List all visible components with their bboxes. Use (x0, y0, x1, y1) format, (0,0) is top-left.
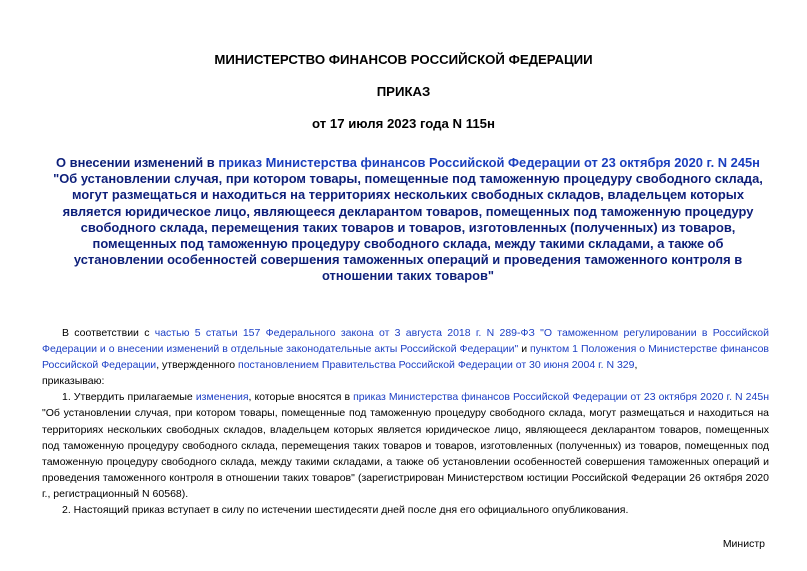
document-title (48, 155, 768, 285)
item-2-paragraph: 2. Настоящий приказ вступает в силу по истечении шестидесяти дней после дня его официального опубликования. (62, 504, 629, 517)
title-order-link[interactable]: приказ Министерства финансов Российской Федерации от 23 октября 2020 г. N 245н (218, 155, 760, 170)
item-1-text-b: , которые вносятся в (248, 391, 354, 404)
ministry-heading: МИНИСТЕРСТВО ФИНАНСОВ РОССИЙСКОЙ ФЕДЕРАЦИИ (214, 52, 593, 67)
preamble-text-4: , (634, 359, 638, 372)
preamble-text-3: , утвержденного (156, 359, 239, 372)
preamble-text-1: В соответствии с (62, 327, 155, 339)
item-1-paragraph (42, 389, 769, 502)
preamble-paragraph (42, 325, 769, 373)
item-1-text-c: "Об установлении случая, при котором товары, помещенные под таможенную процедуру свободного склада, могут размещаться и находиться на территориях нескольких свободных складов, владельцем которых является юридическое лицо, являющееся декларантом товаров, помещенных под таможенную процедуру свободного склада, перемещения таких товаров и товаров, изготовленных (полученных) из товаров, помещенных под таможенную процедуру свободного склада, между такими складами, а также об установлении особенностей совершения таможенных операций и проведения таможенного контроля в отношении таких товаров" (зарегистрирован Министерством юстиции Российской Федерации 26 октября 2020 г., регистрационный N 60568). (42, 407, 769, 500)
signature-role: Министр (722, 538, 765, 550)
title-prefix: О внесении изменений в (56, 155, 219, 170)
preamble-text-2: и (518, 343, 531, 356)
item-1-text-a: 1. Утвердить прилагаемые (62, 391, 196, 404)
regulation-clause-link[interactable]: пунктом 1 Положения о Министерстве финансов Российской Федерации (42, 343, 770, 372)
amended-order-link[interactable]: приказ Министерства финансов Российской Федерации от 23 октября 2020 г. N 245н (353, 391, 769, 404)
changes-link[interactable]: изменения (195, 391, 249, 404)
order-word: приказываю: (42, 375, 105, 388)
date-number-heading: от 17 июля 2023 года N 115н (312, 116, 495, 131)
federal-law-link[interactable]: частью 5 статьи 157 Федерального закона от 3 августа 2018 г. N 289-ФЗ "О таможенном регулировании в Российской Федерации и о внесении изменений в отдельные законодательные акты Российской Федерации" (42, 327, 770, 356)
title-rest: "Об установлении случая, при котором товары, помещенные под таможенную процедуру свободного склада, могут размещаться и находиться на территориях нескольких свободных складов, владельцем которых является юридическое лицо, являющееся декларантом товаров, помещенных под таможенную процедуру свободного склада, перемещения таких товаров и товаров, изготовленных (полученных) из товаров, помещенных под таможенную процедуру свободного склада, между такими складами, а также об установлении особенностей совершения таможенных операций и проведения таможенного контроля в отношении таких товаров" (53, 171, 763, 284)
document-body (42, 325, 769, 518)
government-decree-link[interactable]: постановлением Правительства Российской Федерации от 30 июня 2004 г. N 329 (238, 359, 635, 372)
doc-type-heading: ПРИКАЗ (376, 84, 431, 99)
